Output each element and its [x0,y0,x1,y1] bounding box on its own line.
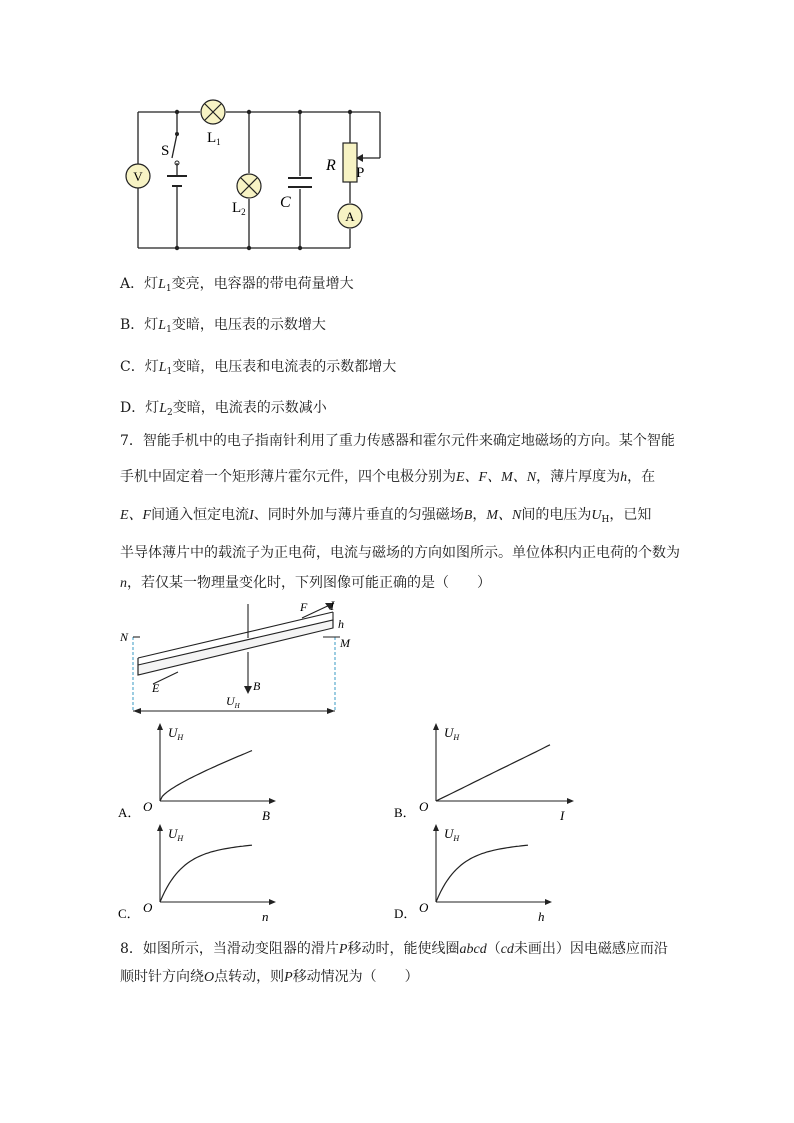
origin-label: O [419,900,429,915]
hall-label-m: M [340,636,350,650]
q7-line-5: n，若仅某一物理量变化时，下列图像可能正确的是（ ） [120,575,491,591]
y-axis-arrow [157,824,163,831]
y-axis-label: $U_H$ [444,826,460,843]
q6-option-b: B．灯$L_1$变暗，电压表的示数增大 [120,317,326,335]
hall-label-h: h [338,617,344,631]
hall-label-e: E [152,681,160,695]
ammeter-label: A [345,209,355,224]
graph-a [118,725,278,825]
origin-label: O [419,799,429,814]
graph-option-label: D． [394,906,417,921]
hall-element-diagram [0,590,794,720]
x-axis-arrow [269,798,276,804]
y-axis-arrow [433,723,439,730]
resistor-r [343,143,357,182]
y-axis-label: $U_H$ [168,725,184,742]
graph-option-label: C． [118,906,140,921]
y-axis-label: $U_H$ [168,826,184,843]
x-axis-label: I [560,808,565,823]
lamp-l1 [201,100,225,124]
q8-line-2: 顺时针方向绕O点转动，则P移动情况为（ ） [120,969,419,985]
curve [160,845,252,902]
q8-line-1: 8．如图所示，当滑动变阻器的滑片P移动时，能使线圈abcd（cd未画出）因电磁感应而沿 [120,941,668,957]
q7-line-1: 7．智能手机中的电子指南针利用了重力传感器和霍尔元件来确定地磁场的方向。某个智能 [120,433,675,449]
y-axis-label: $U_H$ [444,725,460,742]
q7-line-2: 手机中固定着一个矩形薄片霍尔元件，四个电极分别为E、F、M、N，薄片厚度为h，在 [120,469,656,485]
x-axis-label: B [262,808,270,823]
x-axis-label: n [262,909,269,924]
x-axis-label: h [538,909,545,924]
lamp1-label: $L_1$ [207,130,221,147]
q6-option-c: C．灯$L_1$变暗，电压表和电流表的示数都增大 [120,359,397,377]
voltmeter-label: V [133,169,143,184]
lamp-l2 [237,174,261,198]
capacitor-label: C [280,194,291,211]
q6-option-a: A．灯$L_1$变亮，电容器的带电荷量增大 [120,276,354,294]
q6-option-d: D．灯$L_2$变暗，电流表的示数减小 [120,400,327,418]
x-axis-arrow [567,798,574,804]
x-axis-arrow [545,899,552,905]
circuit-diagram [0,0,794,270]
curve [160,751,252,801]
q7-line-3: E、F间通入恒定电流I、同时外加与薄片垂直的匀强磁场B，M、N间的电压为$U_H$，已知 [120,507,652,525]
hall-label-i: I [330,598,335,613]
graph-option-label: B． [394,805,416,820]
origin-label: O [143,900,153,915]
curve [436,745,550,801]
graph-b [394,725,574,825]
graph-c [118,826,278,926]
y-axis-arrow [157,723,163,730]
curve [436,845,528,902]
y-axis-arrow [433,824,439,831]
x-axis-arrow [269,899,276,905]
switch-label: S [161,143,170,159]
hall-label-uh: $U_H$ [226,694,240,710]
hall-label-f: F [300,600,308,614]
graph-d [394,826,554,926]
graph-option-label: A． [118,805,141,820]
hall-label-n: N [120,630,129,644]
hall-label-b: B [253,679,261,693]
q7-line-4: 半导体薄片中的载流子为正电荷，电流与磁场的方向如图所示。单位体积内正电荷的个数为 [120,545,680,561]
resistor-label: R [326,157,336,174]
lamp2-label: $L_2$ [232,200,246,217]
origin-label: O [143,799,153,814]
slider-label: P [356,165,365,181]
